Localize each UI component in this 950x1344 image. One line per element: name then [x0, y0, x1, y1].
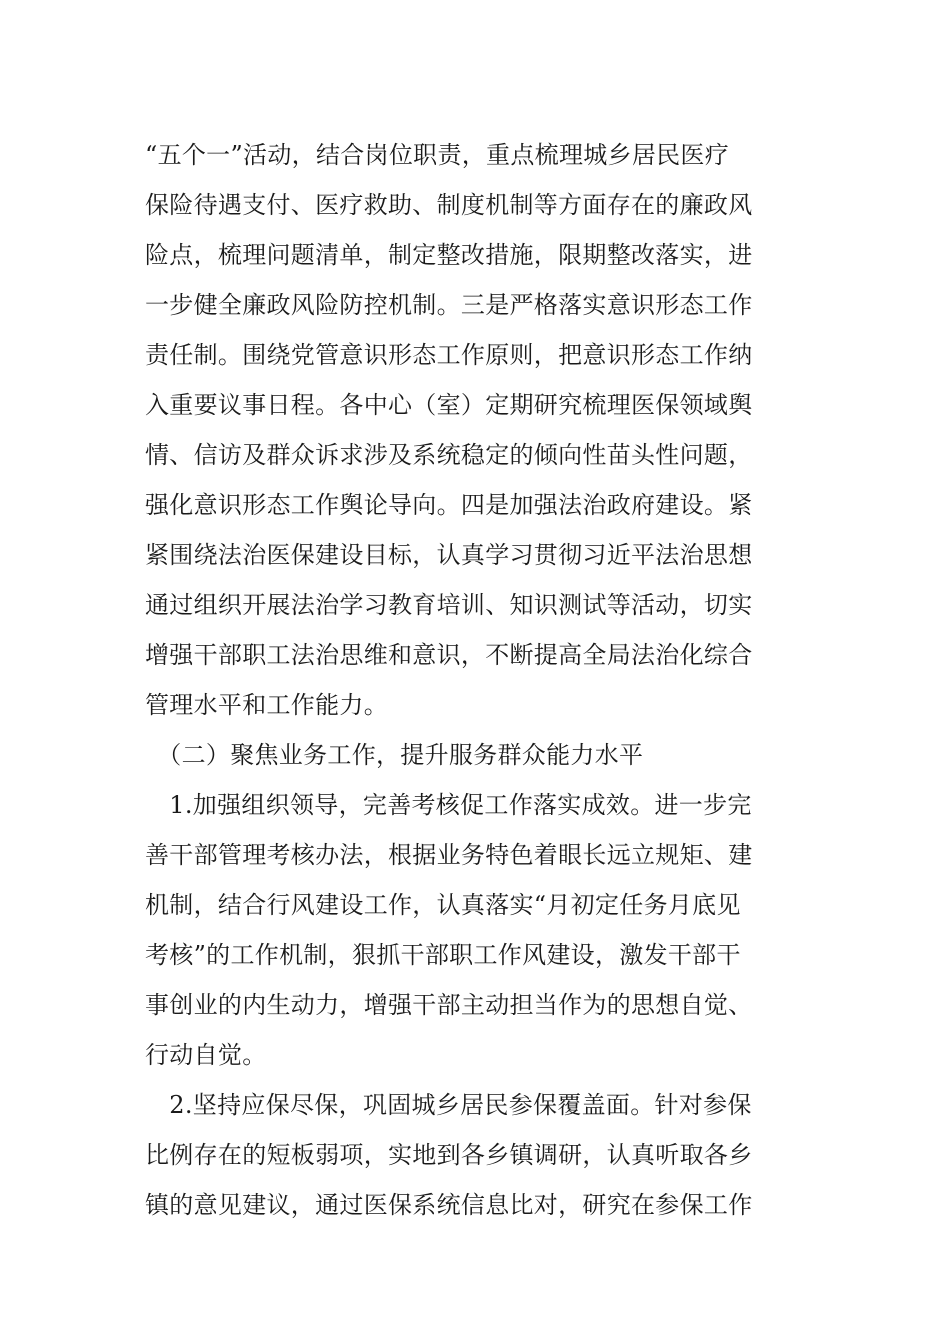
text-line: 善干部管理考核办法，根据业务特色着眼长远立规矩、建: [145, 841, 753, 869]
text-line: 险点，梳理问题清单，制定整改措施，限期整改落实，进: [145, 241, 753, 269]
text-line: 保险待遇支付、医疗救助、制度机制等方面存在的廉政风: [145, 191, 753, 219]
text-line: 紧围绕法治医保建设目标，认真学习贯彻习近平法治思想: [145, 541, 753, 569]
document-body: [145, 130, 810, 1230]
text-line: “五个一”活动，结合岗位职责，重点梳理城乡居民医疗: [145, 141, 730, 169]
text-line: 一步健全廉政风险防控机制。三是严格落实意识形态工作: [145, 291, 753, 319]
text-line: 入重要议事日程。各中心（室）定期研究梳理医保领域舆: [145, 391, 753, 419]
text-line: 2.坚持应保尽保，巩固城乡居民参保覆盖面。针对参保: [145, 1091, 752, 1119]
text-line: 比例存在的短板弱项，实地到各乡镇调研，认真听取各乡: [145, 1141, 753, 1169]
text-line: 1.加强组织领导，完善考核促工作落实成效。进一步完: [145, 791, 752, 819]
text-line: 增强干部职工法治思维和意识，不断提高全局法治化综合: [145, 641, 753, 669]
text-line: 通过组织开展法治学习教育培训、知识测试等活动，切实: [145, 591, 753, 619]
text-line: 情、信访及群众诉求涉及系统稳定的倾向性苗头性问题，: [145, 441, 753, 469]
text-line: 镇的意见建议，通过医保系统信息比对，研究在参保工作: [145, 1191, 753, 1219]
text-line: 考核”的工作机制，狠抓干部职工作风建设，激发干部干: [145, 941, 741, 969]
text-line: 行动自觉。: [145, 1041, 267, 1069]
text-line: 事创业的内生动力，增强干部主动担当作为的思想自觉、: [145, 991, 753, 1019]
text-line: 机制，结合行风建设工作，认真落实“月初定任务月底见: [145, 891, 741, 919]
text-line: 责任制。围绕党管意识形态工作原则，把意识形态工作纳: [145, 341, 753, 369]
section-heading: （二）聚焦业务工作，提升服务群众能力水平: [145, 741, 644, 769]
text-line: 管理水平和工作能力。: [145, 691, 388, 719]
text-line: 强化意识形态工作舆论导向。四是加强法治政府建设。紧: [145, 491, 753, 519]
